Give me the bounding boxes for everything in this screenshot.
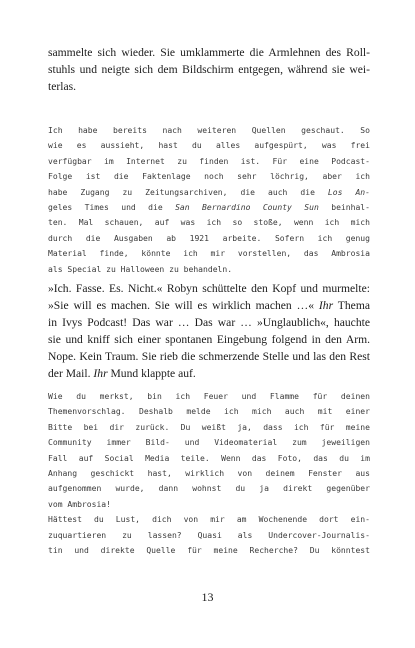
email-line: habe Zugang zu Zeitungsarchiven, die auch die Los An-	[48, 187, 370, 197]
email-line: Folge ist die Faktenlage noch sehr löchrig, aber ich	[48, 172, 370, 182]
email-line: Ich habe bereits nach weiteren Quellen geschaut. So	[48, 126, 370, 135]
email-line: Anhang geschickt hast, wirklich von deinem Fenster aus	[48, 469, 370, 479]
text-line: terlas.	[48, 80, 77, 93]
email-line: Themenvorschlag. Deshalb melde ich mich auch mit einer	[48, 407, 370, 417]
text-line: »Sie will es machen. Sie will es wirklich machen …« Ihr Thema	[48, 299, 370, 312]
email-line: aufgenommen wurde, dann wohnst du ja direkt gegenüber	[48, 484, 370, 494]
email-line: Wie du merkst, bin ich Feuer und Flamme für deinen	[48, 392, 370, 401]
email-line: Bitte bei dir zurück. Du weißt ja, dass ich für meine	[48, 422, 370, 432]
text-line: der Mail. Ihr Mund klappte auf.	[48, 367, 196, 380]
text-line: »Ich. Fasse. Es. Nicht.« Robyn schüttelte den Kopf und murmelte:	[48, 282, 370, 295]
email-line: geles Times und die San Bernardino County Sun beinhal-	[48, 203, 370, 213]
email-excerpt-1	[48, 123, 370, 277]
email-line: tin und direkte Quelle für meine Recherche? Du könntest	[48, 546, 370, 556]
emphasis: Ihr	[318, 299, 334, 312]
page-number: 13	[201, 590, 214, 604]
emphasis: Ihr	[93, 367, 108, 380]
text-line: in Ivys Podcast! Das war … Das war … »Unglaublich«, hauchte	[48, 316, 370, 329]
text-line: sie und kniff sich einer spontanen Eingebung folgend in den Arm.	[48, 333, 370, 346]
email-line: durch die Ausgaben ab 1921 arbeite. Sofern ich genug	[48, 233, 370, 243]
email-line: wie es aussieht, hast du alles aufgespürt, was frei	[48, 141, 370, 151]
email-line: Hättest du Lust, dich von mir am Wochenende dort ein-	[48, 515, 370, 525]
email-line: vom Ambrosia!	[48, 499, 111, 509]
email-line: Fall auf Social Media teile. Wenn das Foto, das du im	[48, 453, 370, 463]
email-line: ten. Mal schauen, auf was ich so stoße, wenn ich mich	[48, 218, 370, 228]
narrative-paragraph-2	[48, 280, 370, 382]
email-line: Material finde, könnte ich mir vorstellen, das Ambrosia	[48, 249, 370, 259]
text-line: stuhls und neigte sich dem Bildschirm entgegen, während sie wei-	[48, 63, 370, 76]
narrative-paragraph-1	[48, 44, 370, 95]
email-excerpt-2	[48, 389, 370, 558]
email-line: Community immer Bild- und Videomaterial zum jeweiligen	[48, 438, 370, 448]
email-line: zuquartieren zu lassen? Quasi als Undercover-Journalis-	[48, 530, 370, 540]
text-line: sammelte sich wieder. Sie umklammerte die Armlehnen des Roll-	[48, 46, 370, 59]
emphasis: Los An-	[327, 187, 370, 197]
email-line: als Special zu Halloween zu behandeln.	[48, 264, 233, 274]
email-line: verfügbar im Internet zu finden ist. Für eine Podcast-	[48, 156, 370, 166]
text-line: Nope. Kein Traum. Sie rieb die schmerzende Stelle und las den Rest	[48, 350, 370, 363]
emphasis: San Bernardino County Sun	[175, 203, 319, 213]
